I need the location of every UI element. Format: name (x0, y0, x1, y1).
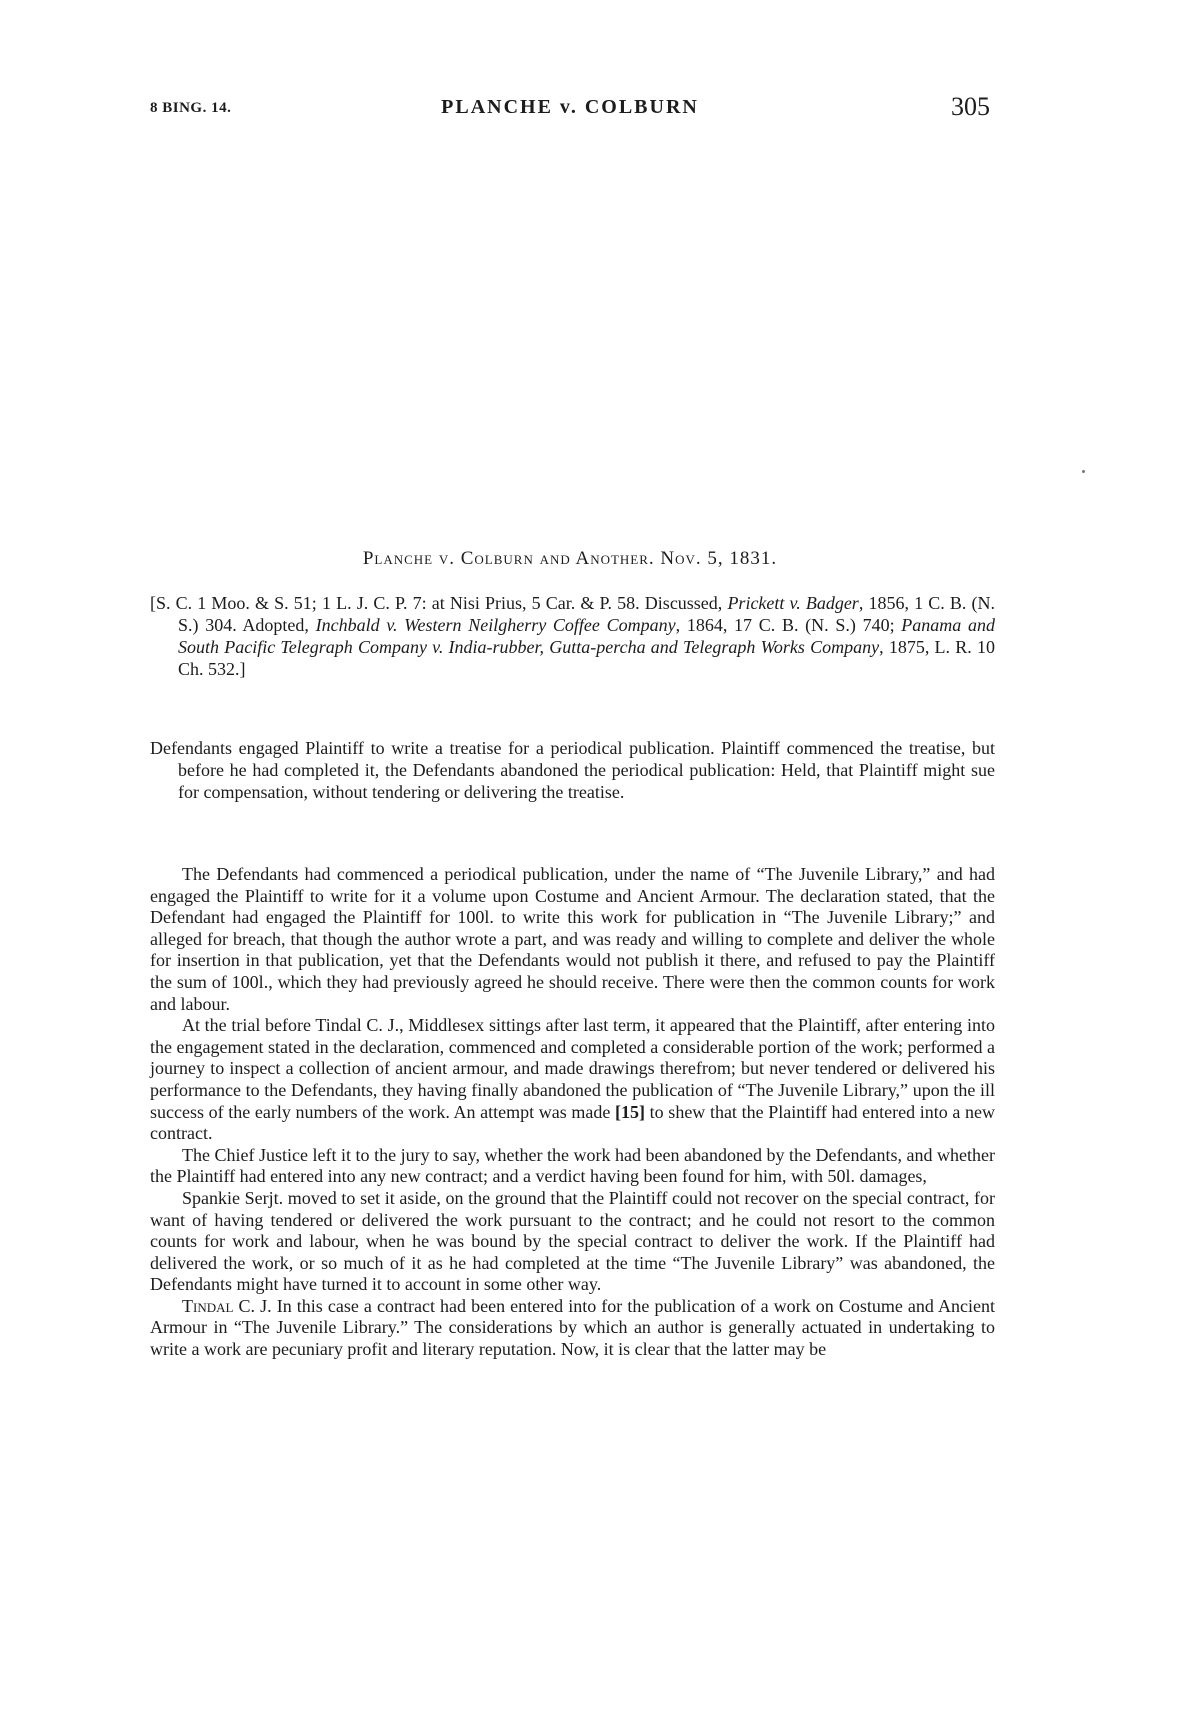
citation-text: , 1864, 17 C. B. (N. S.) 740; (675, 615, 902, 635)
body-paragraph (150, 1015, 995, 1145)
body-text-segment: At the trial before Tindal C. J., Middlesex sittings after last term, it appeared that the Plaintiff, after entering into the engagement stated in the declaration, commenced and completed a considerable portion of the work; performed a journey to inspect a collection of ancient armour, and made drawings therefrom; but never tendered or delivered his performance to the Defendants, they having finally abandoned the publication of “The Juvenile Library,” upon the ill success of the early numbers of the work. An attempt was made (150, 1015, 995, 1122)
body-text-segment: to shew that the Plaintiff had entered into a new contract. (150, 1101, 995, 1144)
body-text-segment: In this case a contract had been entered into for the publication of a work on Costume and Ancient Armour in “The Juvenile Library.” The considerations by which an author is generally actuated in undertaking to write a work are pecuniary profit and literary reputation. Now, it is clear that the latter may be (150, 1295, 995, 1360)
citation-case: Inchbald v. Western Neilgherry Coffee Company (315, 615, 676, 635)
citation-text: , 1875, L. R. 10 Ch. 532.] (178, 637, 995, 679)
citation-text: , 1856, 1 C. B. (N. S.) 304. Adopted, (178, 593, 995, 635)
page-number: 305 (951, 92, 990, 121)
running-header (150, 92, 990, 132)
body-paragraph: Spankie Serjt. moved to set it aside, on the ground that the Plaintiff could not recover on the special contract, for want of having tendered or delivered the work pursuant to the contract; and he could not resort to the common counts for work and labour, when he was bound by the special contract to deliver the work. If the Plaintiff had delivered the work, or so much of it as he had completed at the time “The Juvenile Library” was abandoned, the Defendants might have turned it to account in some other way. (150, 1187, 995, 1295)
citation-case: Panama and South Pacific Telegraph Company v. India-rubber, Gutta-percha and Telegraph Works Company (178, 615, 995, 657)
citation-block (150, 592, 995, 680)
scan-speck (1082, 470, 1085, 473)
body-paragraph (150, 1296, 995, 1361)
running-title: PLANCHE v. COLBURN (441, 96, 699, 118)
report-body (150, 864, 995, 1361)
page-reference-marker: [15] (615, 1101, 646, 1122)
headnote: Defendants engaged Plaintiff to write a treatise for a periodical publication. Plaintiff commenced the treatise, but before he had completed it, the Defendants abandoned the periodical publication: Held, that Plaintiff might sue for compensation, without tendering or delivering the treatise. (150, 738, 995, 802)
citation-text: [S. C. 1 Moo. & S. 51; 1 L. J. C. P. 7: at Nisi Prius, 5 Car. & P. 58. Discussed, (150, 593, 728, 613)
citation-case: Prickett v. Badger (727, 593, 859, 613)
speaker-name: Tindal C. J. (182, 1295, 272, 1316)
case-title: Planche v. Colburn and Another. Nov. 5, 1831. (362, 548, 778, 569)
report-reference: 8 BING. 14. (150, 100, 232, 116)
body-paragraph: The Chief Justice left it to the jury to say, whether the work had been abandoned by the Defendants, and whether the Plaintiff had entered into any new contract; and a verdict having been found for him, with 50l. damages, (150, 1144, 995, 1187)
body-paragraph: The Defendants had commenced a periodical publication, under the name of “The Juvenile Library,” and had engaged the Plaintiff to write for it a volume upon Costume and Ancient Armour. The declaration stated, that the Defendant had engaged the Plaintiff for 100l. to write this work for publication in “The Juvenile Library;” and alleged for breach, that though the author wrote a part, and was ready and willing to complete and deliver the whole for insertion in that publication, yet that the Defendants would not publish it there, and refused to pay the Plaintiff the sum of 100l., which they had previously agreed he should receive. There were then the common counts for work and labour. (150, 864, 995, 1014)
